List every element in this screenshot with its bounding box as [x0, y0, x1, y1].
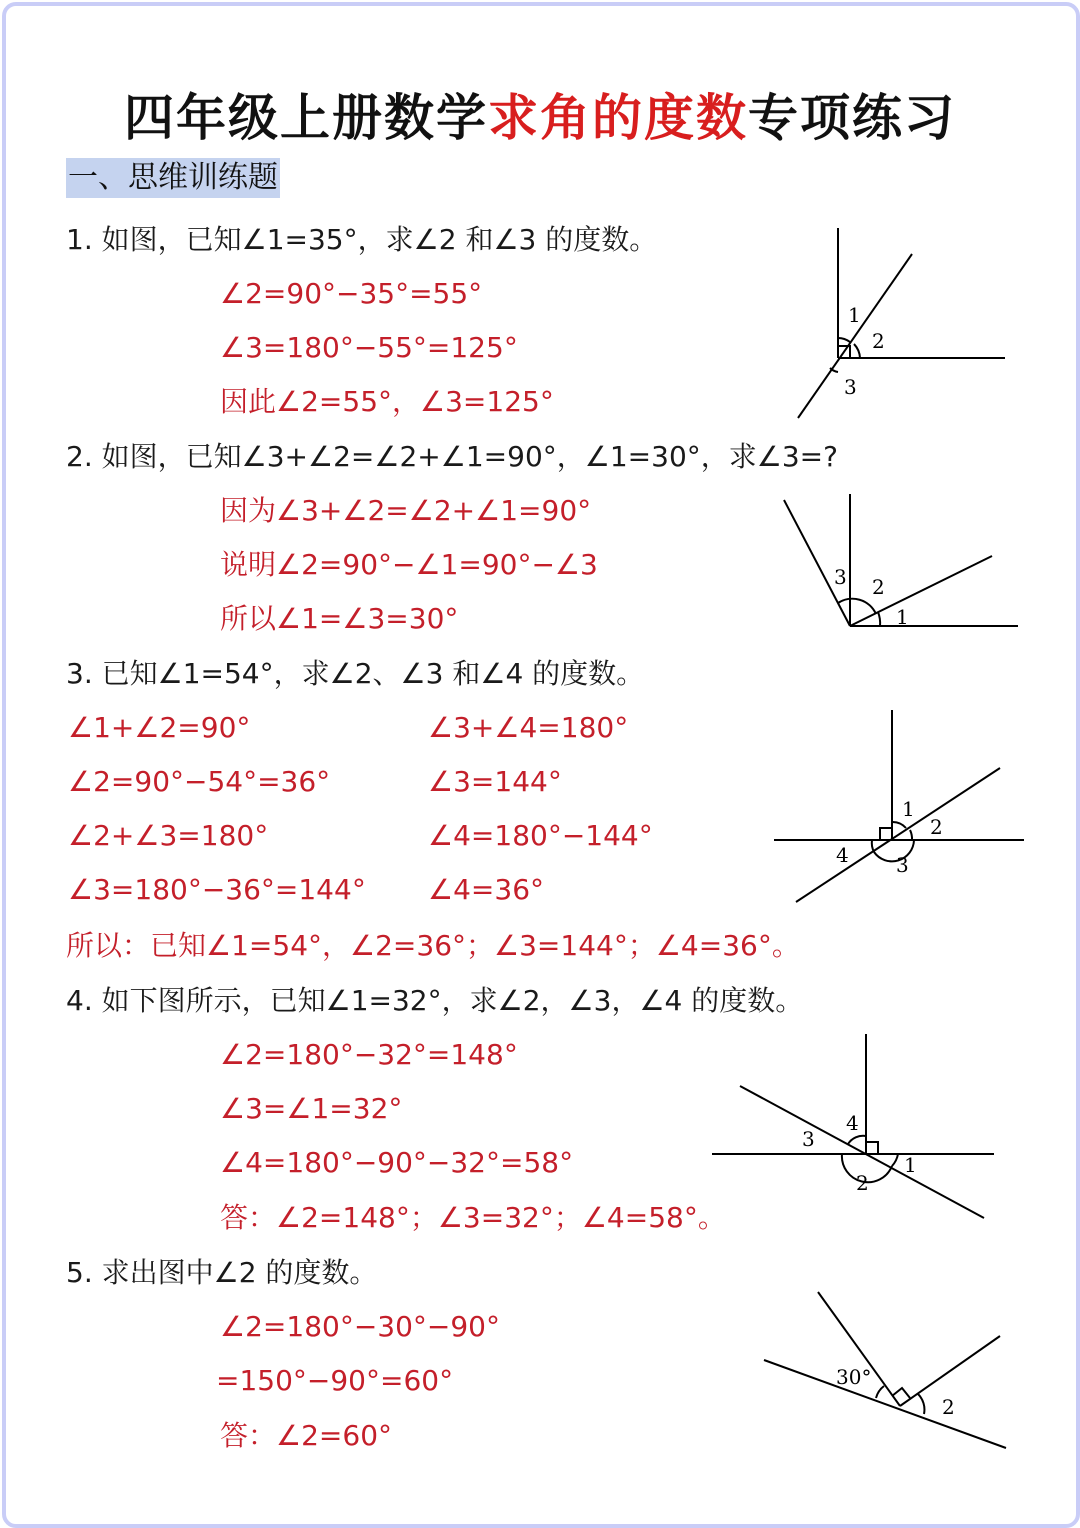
q4-label-1: 1 — [904, 1153, 917, 1177]
q3-right-3: ∠4=180°−144° — [428, 819, 653, 852]
q4-answer-2: ∠3=∠1=32° — [220, 1092, 403, 1125]
q4-label-4: 4 — [846, 1111, 859, 1135]
q2-answer-3: 所以∠1=∠3=30° — [220, 602, 459, 635]
title-suffix: 专项练习 — [748, 89, 956, 147]
q5-angle-arc-1 — [876, 1386, 884, 1398]
q3-right-4: ∠4=36° — [428, 873, 545, 906]
q4-label-2: 2 — [856, 1171, 869, 1195]
q3-conclusion: 所以：已知∠1=54°，∠2=36°；∠3=144°；∠4=36°。 — [66, 929, 800, 962]
q1-angle-arc-2 — [854, 344, 860, 358]
q2-question: 2. 如图，已知∠3+∠2=∠2+∠1=90°，∠1=30°，求∠3=? — [66, 440, 838, 473]
q4-diagonal-line — [740, 1086, 984, 1218]
q4-answer-4: 答：∠2=148°；∠3=32°；∠4=58°。 — [220, 1201, 726, 1234]
q2-angle-arc-2 — [878, 612, 880, 626]
q2-answer-2: 说明∠2=90°−∠1=90°−∠3 — [220, 548, 598, 581]
q1-question: 1. 如图，已知∠1=35°，求∠2 和∠3 的度数。 — [66, 223, 658, 256]
q1-answer-1: ∠2=90°−35°=55° — [220, 277, 483, 310]
q5-figure — [760, 1286, 1020, 1466]
q2-label-2: 2 — [872, 575, 885, 599]
q3-question: 3. 已知∠1=54°，求∠2、∠3 和∠4 的度数。 — [66, 657, 645, 690]
q3-label-3: 3 — [896, 853, 909, 877]
q3-diagonal-line — [796, 768, 1000, 902]
q1-figure — [790, 222, 1015, 422]
q4-answer-3: ∠4=180°−90°−32°=58° — [220, 1146, 574, 1179]
q2-angle-arc-1 — [838, 599, 876, 614]
q5-angle-arc-2 — [918, 1394, 924, 1414]
q3-angle-arc-1 — [892, 822, 906, 828]
q3-right-2: ∠3=144° — [428, 765, 562, 798]
q5-base-line — [764, 1360, 1006, 1448]
q3-angle-arc-2 — [910, 830, 912, 840]
q1-answer-3: 因此∠2=55°，∠3=125° — [220, 385, 554, 418]
q3-left-2: ∠2=90°−54°=36° — [68, 765, 331, 798]
q1-angle-arc — [838, 338, 850, 342]
q3-label-1: 1 — [902, 797, 915, 821]
q2-label-3: 3 — [834, 565, 847, 589]
q3-right-angle-mark — [880, 828, 892, 840]
q4-angle-arc-3 — [892, 1154, 898, 1166]
page-title — [0, 78, 1080, 150]
q2-figure — [780, 490, 1020, 630]
q1-label-1: 1 — [848, 303, 861, 327]
q3-left-1: ∠1+∠2=90° — [68, 711, 251, 744]
q4-angle-arc-1 — [848, 1136, 866, 1144]
title-prefix: 四年级上册数学 — [124, 89, 488, 147]
q2-label-1: 1 — [896, 605, 909, 629]
q4-label-3: 3 — [802, 1127, 815, 1151]
q1-label-3: 3 — [844, 375, 857, 399]
section-heading: 一、思维训练题 — [66, 158, 280, 198]
q5-question: 5. 求出图中∠2 的度数。 — [66, 1256, 378, 1289]
q5-answer-3: 答：∠2=60° — [220, 1419, 393, 1452]
q3-label-4: 4 — [836, 843, 849, 867]
q2-left-ray — [784, 500, 850, 626]
q4-question: 4. 如下图所示，已知∠1=32°，求∠2，∠3，∠4 的度数。 — [66, 984, 804, 1017]
q5-answer-1: ∠2=180°−30°−90° — [220, 1310, 500, 1343]
q4-right-angle-mark — [866, 1142, 878, 1154]
q3-label-2: 2 — [930, 815, 943, 839]
title-highlight: 求角的度数 — [488, 89, 748, 147]
q3-figure — [770, 706, 1030, 906]
q1-answer-2: ∠3=180°−55°=125° — [220, 331, 518, 364]
q5-label-2: 2 — [942, 1395, 955, 1419]
q4-figure — [708, 1030, 998, 1230]
q5-label-30: 30° — [836, 1365, 872, 1389]
q3-left-4: ∠3=180°−36°=144° — [68, 873, 366, 906]
q3-right-1: ∠3+∠4=180° — [428, 711, 629, 744]
q3-left-3: ∠2+∠3=180° — [68, 819, 269, 852]
q3-angle-arc-4 — [872, 840, 874, 852]
q4-answer-1: ∠2=180°−32°=148° — [220, 1038, 518, 1071]
q5-answer-2: =150°−90°=60° — [216, 1364, 454, 1397]
q5-right-angle-mark — [892, 1388, 910, 1398]
q1-label-2: 2 — [872, 329, 885, 353]
q2-answer-1: 因为∠3+∠2=∠2+∠1=90° — [220, 494, 592, 527]
